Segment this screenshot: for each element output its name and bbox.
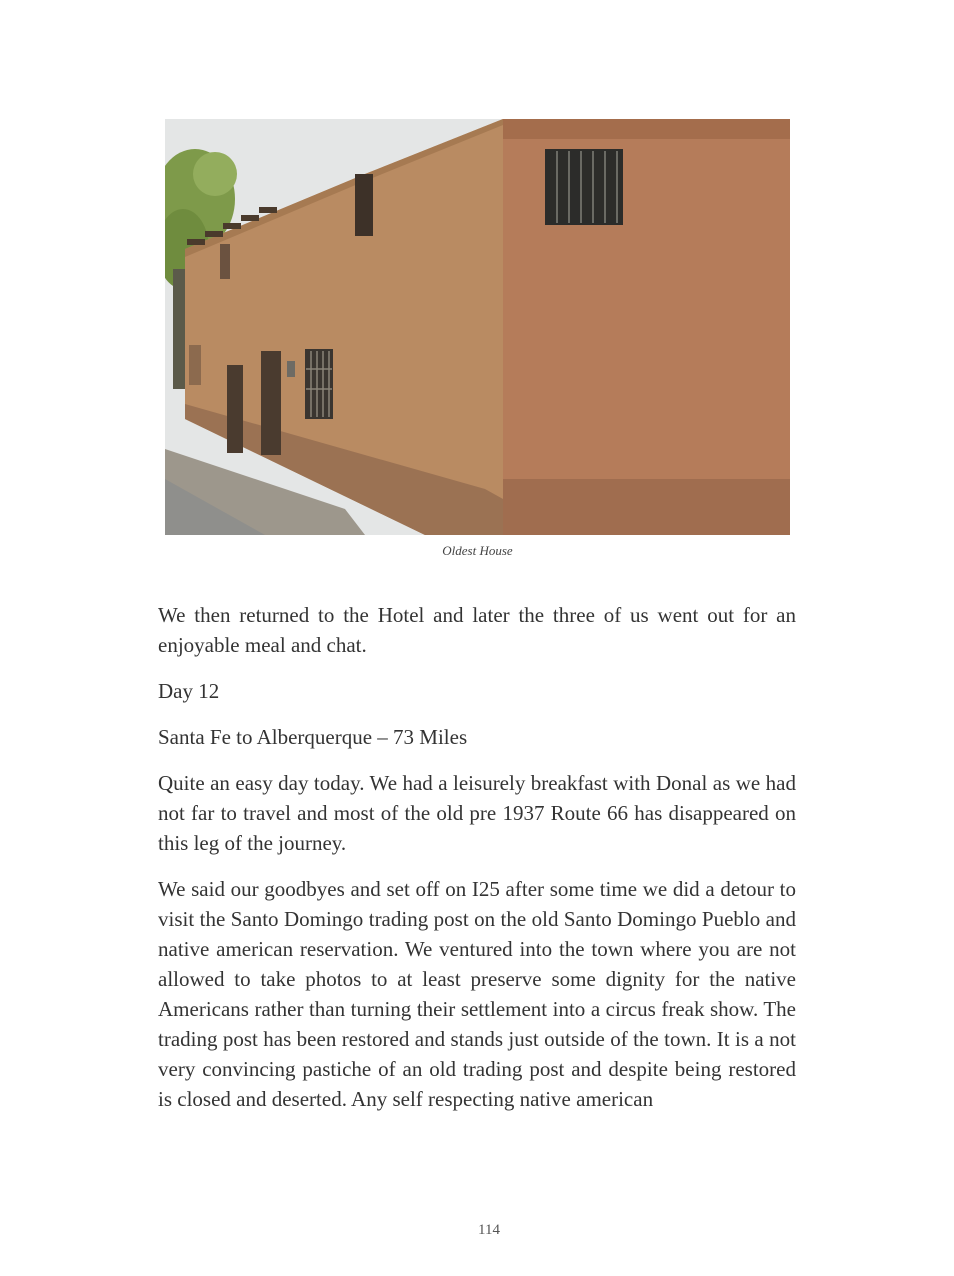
photo-caption: Oldest House xyxy=(442,543,513,558)
body-text xyxy=(158,600,796,1130)
paragraph-hotel: We then returned to the Hotel and later the three of us went out for an enjoyable meal and chat. xyxy=(158,603,796,657)
paragraph-trading-post: We said our goodbyes and set off on I25 after some time we did a detour to visit the Santo Domingo trading post on the old Santo Domingo Pueblo and native american reservation. We ventured into the town where you are not allowed to take photos to at least preserve some dignity for the native Americans rather than turning their settlement into a circus freak show. The trading post has been restored and stands just outside of the town. It is a not very convincing pastiche of an old trading post and despite being restored is closed and deserted. Any self respecting native american xyxy=(158,877,796,1111)
paragraph-breakfast: Quite an easy day today. We had a leisurely breakfast with Donal as we had not far to travel and most of the old pre 1937 Route 66 has disappeared on this leg of the journey. xyxy=(158,771,796,855)
page-number: 114 xyxy=(478,1222,500,1238)
oldest-house-photo xyxy=(165,119,790,535)
day-heading: Day 12 xyxy=(158,679,220,703)
route-heading: Santa Fe to Alberquerque – 73 Miles xyxy=(158,725,468,749)
